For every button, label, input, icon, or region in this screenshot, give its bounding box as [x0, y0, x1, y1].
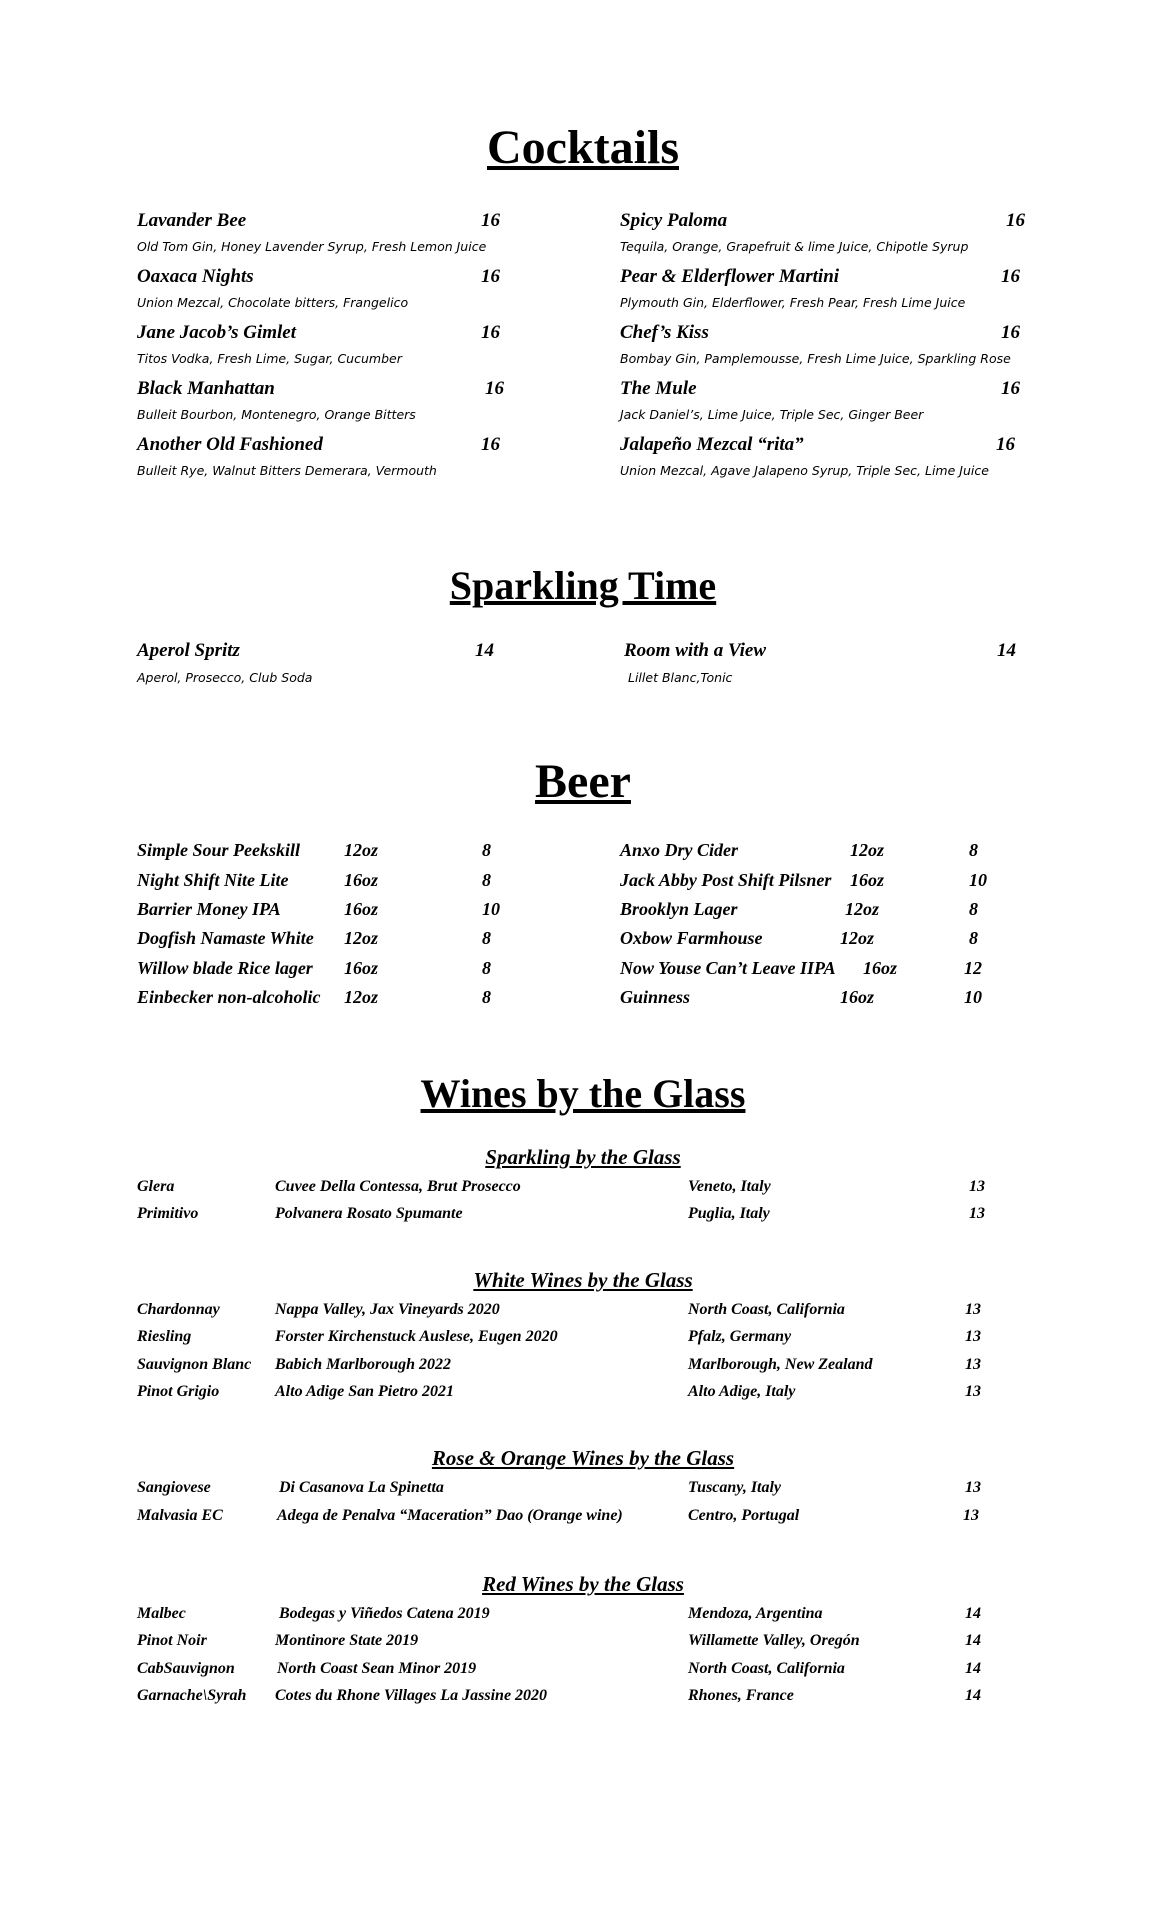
wine-price: 14 — [965, 1660, 981, 1677]
beer-size: 12oz — [344, 928, 379, 948]
wine-grape: Primitivo — [137, 1205, 199, 1222]
wine-region: Willamette Valley, Oregón — [688, 1632, 860, 1649]
wine-name: Montinore State 2019 — [275, 1632, 419, 1649]
beer-price: 10 — [969, 870, 987, 890]
wine-name: Polvanera Rosato Spumante — [275, 1205, 463, 1222]
beer-name: Einbecker non-alcoholic — [137, 987, 321, 1007]
cocktail-name: Pear & Elderflower Martini — [620, 266, 840, 287]
wine-price: 13 — [965, 1301, 981, 1318]
sparkling-description: Aperol, Prosecco, Club Soda — [137, 670, 313, 685]
cocktail-name: Oaxaca Nights — [137, 266, 254, 287]
beer-price: 8 — [482, 870, 491, 890]
sparkling-name: Room with a View — [624, 640, 767, 661]
beer-name: Guinness — [620, 987, 691, 1007]
beer-name: Brooklyn Lager — [620, 899, 738, 919]
beer-name: Barrier Money IPA — [137, 899, 281, 919]
beer-name: Now Youse Can’t Leave IIPA — [620, 958, 836, 978]
wine-name: North Coast Sean Minor 2019 — [277, 1660, 477, 1677]
beer-size: 16oz — [344, 899, 379, 919]
beer-size: 12oz — [845, 899, 880, 919]
white-wines-heading: White Wines by the Glass — [473, 1268, 693, 1292]
sparkling-name: Aperol Spritz — [137, 640, 240, 661]
beer-size: 12oz — [344, 840, 379, 860]
wine-name: Adega de Penalva “Maceration” Dao (Orange wine) — [277, 1507, 623, 1524]
cocktail-price: 16 — [1001, 266, 1020, 287]
sparkling-description: Lillet Blanc,Tonic — [628, 670, 733, 685]
cocktail-description: Titos Vodka, Fresh Lime, Sugar, Cucumber — [137, 351, 402, 366]
wine-grape: Riesling — [137, 1328, 192, 1345]
cocktail-name: Jalapeño Mezcal “rita” — [620, 434, 804, 455]
beer-size: 16oz — [344, 870, 379, 890]
cocktail-price: 16 — [481, 322, 500, 343]
beer-price: 12 — [964, 958, 982, 978]
beer-price: 8 — [969, 840, 978, 860]
wine-name: Di Casanova La Spinetta — [279, 1479, 444, 1496]
wine-region: Centro, Portugal — [688, 1507, 800, 1524]
wine-region: Rhones, France — [688, 1687, 794, 1704]
beer-price: 8 — [482, 987, 491, 1007]
cocktail-description: Bombay Gin, Pamplemousse, Fresh Lime Juice, Sparkling Rose — [620, 351, 1011, 366]
rose-orange-wines-heading: Rose & Orange Wines by the Glass — [431, 1446, 735, 1470]
beer-title: Beer — [535, 755, 631, 808]
wine-price: 14 — [965, 1687, 981, 1704]
wine-region: North Coast, California — [688, 1660, 845, 1677]
cocktail-price: 16 — [996, 434, 1015, 455]
cocktail-description: Plymouth Gin, Elderflower, Fresh Pear, Fresh Lime Juice — [620, 295, 966, 310]
wine-region: Pfalz, Germany — [688, 1328, 792, 1345]
beer-price: 10 — [482, 899, 500, 919]
beer-price: 10 — [964, 987, 982, 1007]
cocktail-name: Jane Jacob’s Gimlet — [137, 322, 297, 343]
cocktail-description: Old Tom Gin, Honey Lavender Syrup, Fresh Lemon Juice — [137, 239, 487, 254]
wine-grape: Garnache\Syrah — [137, 1687, 247, 1704]
cocktail-name: Spicy Paloma — [620, 210, 728, 231]
beer-name: Jack Abby Post Shift Pilsner — [620, 870, 832, 890]
cocktail-price: 16 — [485, 378, 504, 399]
wine-grape: Malbec — [137, 1605, 186, 1622]
beer-name: Anxo Dry Cider — [620, 840, 739, 860]
wine-price: 14 — [965, 1632, 981, 1649]
wine-grape: Malvasia EC — [137, 1507, 223, 1524]
wine-region: Veneto, Italy — [688, 1178, 771, 1195]
wine-price: 13 — [965, 1383, 981, 1400]
cocktail-description: Jack Daniel’s, Lime Juice, Triple Sec, Ginger Beer — [620, 407, 924, 422]
wine-grape: Chardonnay — [137, 1301, 220, 1318]
cocktail-name: Chef’s Kiss — [620, 322, 709, 343]
beer-name: Simple Sour Peekskill — [137, 840, 301, 860]
beer-size: 16oz — [850, 870, 885, 890]
wines-title: Wines by the Glass — [420, 1071, 746, 1116]
wine-name: Cotes du Rhone Villages La Jassine 2020 — [275, 1687, 548, 1704]
wine-price: 14 — [965, 1605, 981, 1622]
cocktail-description: Bulleit Rye, Walnut Bitters Demerara, Vermouth — [137, 463, 437, 478]
cocktail-price: 16 — [1006, 210, 1025, 231]
beer-size: 16oz — [840, 987, 875, 1007]
cocktail-name: Lavander Bee — [137, 210, 247, 231]
beer-size: 16oz — [863, 958, 898, 978]
wine-grape: Pinot Noir — [137, 1632, 207, 1649]
wine-region: North Coast, California — [688, 1301, 845, 1318]
wine-price: 13 — [969, 1178, 985, 1195]
cocktail-description: Bulleit Bourbon, Montenegro, Orange Bitters — [137, 407, 416, 422]
wine-name: Alto Adige San Pietro 2021 — [275, 1383, 454, 1400]
beer-size: 12oz — [850, 840, 885, 860]
sparkling-wines-heading: Sparkling by the Glass — [485, 1145, 681, 1169]
wine-name: Babich Marlborough 2022 — [275, 1356, 452, 1373]
beer-price: 8 — [482, 958, 491, 978]
wine-price: 13 — [965, 1328, 981, 1345]
cocktail-name: Black Manhattan — [137, 378, 275, 399]
wine-grape: Pinot Grigio — [137, 1383, 220, 1400]
beer-name: Oxbow Farmhouse — [620, 928, 763, 948]
wine-grape: Sauvignon Blanc — [137, 1356, 252, 1373]
wine-grape: Sangiovese — [137, 1479, 211, 1496]
cocktail-description: Union Mezcal, Chocolate bitters, Frangelico — [137, 295, 409, 310]
cocktail-description: Tequila, Orange, Grapefruit & lime Juice, Chipotle Syrup — [620, 239, 969, 254]
wine-price: 13 — [965, 1479, 981, 1496]
beer-name: Night Shift Nite Lite — [137, 870, 289, 890]
beer-size: 12oz — [344, 987, 379, 1007]
sparkling-title: Sparkling Time — [449, 563, 717, 608]
cocktail-price: 16 — [1001, 378, 1020, 399]
wine-price: 13 — [965, 1356, 981, 1373]
wine-region: Marlborough, New Zealand — [688, 1356, 873, 1373]
cocktails-title: Cocktails — [487, 121, 679, 174]
cocktail-name: Another Old Fashioned — [137, 434, 323, 455]
cocktail-name: The Mule — [620, 378, 697, 399]
beer-size: 12oz — [840, 928, 875, 948]
red-wines-heading: Red Wines by the Glass — [482, 1572, 684, 1596]
beer-price: 8 — [482, 928, 491, 948]
wine-price: 13 — [969, 1205, 985, 1222]
wine-name: Cuvee Della Contessa, Brut Prosecco — [275, 1178, 521, 1195]
wine-grape: Glera — [137, 1178, 175, 1195]
beer-price: 8 — [969, 928, 978, 948]
sparkling-price: 14 — [997, 640, 1016, 661]
beer-name: Willow blade Rice lager — [137, 958, 313, 978]
wine-price: 13 — [963, 1507, 979, 1524]
cocktail-price: 16 — [481, 210, 500, 231]
wine-name: Nappa Valley, Jax Vineyards 2020 — [275, 1301, 500, 1318]
wine-region: Tuscany, Italy — [688, 1479, 782, 1496]
beer-size: 16oz — [344, 958, 379, 978]
wine-region: Mendoza, Argentina — [688, 1605, 823, 1622]
beer-price: 8 — [969, 899, 978, 919]
wine-name: Bodegas y Viñedos Catena 2019 — [279, 1605, 490, 1622]
cocktail-price: 16 — [1001, 322, 1020, 343]
sparkling-price: 14 — [475, 640, 494, 661]
beer-name: Dogfish Namaste White — [137, 928, 314, 948]
cocktail-price: 16 — [481, 434, 500, 455]
cocktail-description: Union Mezcal, Agave Jalapeno Syrup, Triple Sec, Lime Juice — [620, 463, 989, 478]
wine-region: Alto Adige, Italy — [688, 1383, 796, 1400]
cocktail-price: 16 — [481, 266, 500, 287]
wine-grape: CabSauvignon — [137, 1660, 235, 1677]
beer-price: 8 — [482, 840, 491, 860]
wine-region: Puglia, Italy — [688, 1205, 770, 1222]
wine-name: Forster Kirchenstuck Auslese, Eugen 2020 — [275, 1328, 558, 1345]
